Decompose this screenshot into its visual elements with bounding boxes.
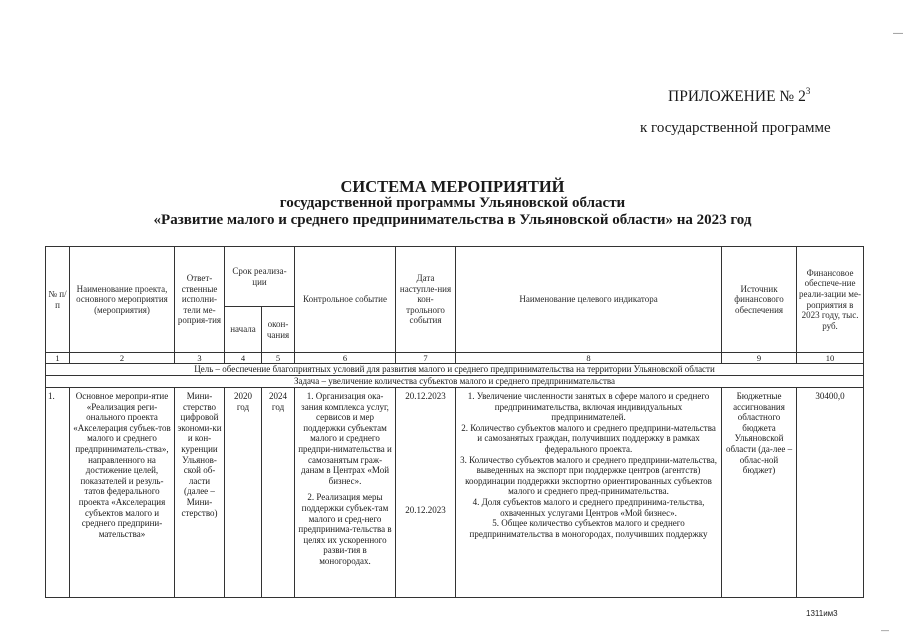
header-funding-source: Источник финансового обеспечения — [722, 247, 797, 353]
indicator-item: 3. Количество субъектов малого и среднего предприни-мательства, выведенных на экспорт при поддержке центров (агентств) координации поддержки экспортно ориентированных субъектов малого и среднего пред-принимательства. — [460, 454, 717, 497]
header-project-name: Наименование проекта, основного мероприятия (мероприятия) — [70, 247, 175, 353]
row-end: 2024 год — [262, 388, 295, 598]
program-reference: к государственной программе — [640, 120, 831, 136]
col-number: 1 — [46, 353, 70, 364]
row-project: Основное меропри-ятие «Реализация реги-онального проекта «Акселерация субъек-тов малого и среднего предприниматель-ства», направленного на достижение целей, показателей и резуль-татов федерального проекта «Акселерация субъектов малого и среднего предприни-мательства» — [70, 388, 175, 598]
header-event-date: Дата наступле-ния кон-трольного события — [396, 247, 456, 353]
control-event-1: 1. Организация ока-зания комплекса услуг, сервисов и мер поддержки субъектам малого и среднего предпри-нимательства и самозанятым граж-данам в Центрах «Мой бизнес». — [298, 391, 392, 486]
title-line-1: СИСТЕМА МЕРОПРИЯТИЙ — [340, 177, 565, 196]
col-number: 2 — [70, 353, 175, 364]
header-start: начала — [225, 307, 262, 353]
row-number: 1. — [46, 388, 70, 598]
header-row — [46, 247, 864, 307]
header-period: Срок реализа-ции — [225, 247, 295, 307]
col-number: 7 — [396, 353, 456, 364]
document-code: 1311им3 — [806, 609, 838, 618]
title-line-3: «Развитие малого и среднего предпринимательства в Ульяновской области» на 2023 год — [153, 212, 752, 228]
event-date-2: 20.12.2023 — [405, 504, 446, 515]
indicator-item: 1. Увеличение численности занятых в сфере малого и среднего предпринимательства, включая индивидуальных предпринимателей. — [467, 391, 710, 423]
row-responsible: Мини-стерство цифровой экономи-ки и кон-куренции Ульянов-ской об-ласти (далее – Мини-стерство) — [175, 388, 225, 598]
row-start: 2020 год — [225, 388, 262, 598]
control-event-2: 2. Реализация меры поддержки субъек-там малого и сред-него предпринима-тельства в целях их ускоренного разви-тия в моногородах. — [298, 492, 392, 566]
title-line-2: государственной программы Ульяновской области — [279, 195, 626, 211]
row-event-dates — [396, 388, 456, 598]
appendix-superscript: 3 — [805, 86, 811, 96]
table-row — [46, 388, 864, 598]
header-indicator: Наименование целевого индикатора — [456, 247, 722, 353]
indicator-item: 5. Общее количество субъектов малого и среднего предпринимательства в моногородах, получивших поддержку — [469, 518, 708, 539]
task-text: Задача – увеличение количества субъектов малого и среднего предпринимательства — [46, 376, 864, 388]
appendix-text: ПРИЛОЖЕНИЕ № 2 — [668, 88, 806, 105]
goal-row — [46, 364, 864, 376]
row-funding-source: Бюджетные ассигнования областного бюджета Ульяновской области (да-лее – облас-ной бюджет) — [722, 388, 797, 598]
appendix-label — [668, 86, 810, 106]
task-row — [46, 376, 864, 388]
edge-mark: — — [893, 28, 903, 39]
header-end: окон-чания — [262, 307, 295, 353]
document-title — [0, 178, 905, 229]
goal-text: Цель – обеспечение благоприятных условий для развития малого и среднего предпринимательства на территории Ульяновской области — [46, 364, 864, 376]
column-number-row — [46, 353, 864, 364]
col-number: 4 — [225, 353, 262, 364]
col-number: 5 — [262, 353, 295, 364]
header-responsible: Ответ-ственные исполни-тели ме-роприя-тия — [175, 247, 225, 353]
row-indicators — [456, 388, 722, 598]
header-funding-amount: Финансовое обеспече-ние реали-зации ме-роприятия в 2023 году, тыс. руб. — [797, 247, 864, 353]
col-number: 9 — [722, 353, 797, 364]
row-control-events — [295, 388, 396, 598]
header-control-event: Контрольное событие — [295, 247, 396, 353]
indicator-item: 2. Количество субъектов малого и среднего предприни-мательства и самозанятых граждан, получивших поддержку в рамках федерального проекта. — [461, 422, 716, 454]
row-funding-amount: 30400,0 — [797, 388, 864, 598]
event-date-1: 20.12.2023 — [405, 391, 446, 401]
col-number: 3 — [175, 353, 225, 364]
indicator-item: 4. Доля субъектов малого и среднего предпринима-тельства, охваченных услугами Центров «Мой бизнес». — [472, 496, 705, 518]
activities-table — [45, 246, 864, 598]
corner-mark: — — [881, 626, 889, 635]
col-number: 10 — [797, 353, 864, 364]
col-number: 8 — [456, 353, 722, 364]
col-number: 6 — [295, 353, 396, 364]
header-num: № п/п — [46, 247, 70, 353]
